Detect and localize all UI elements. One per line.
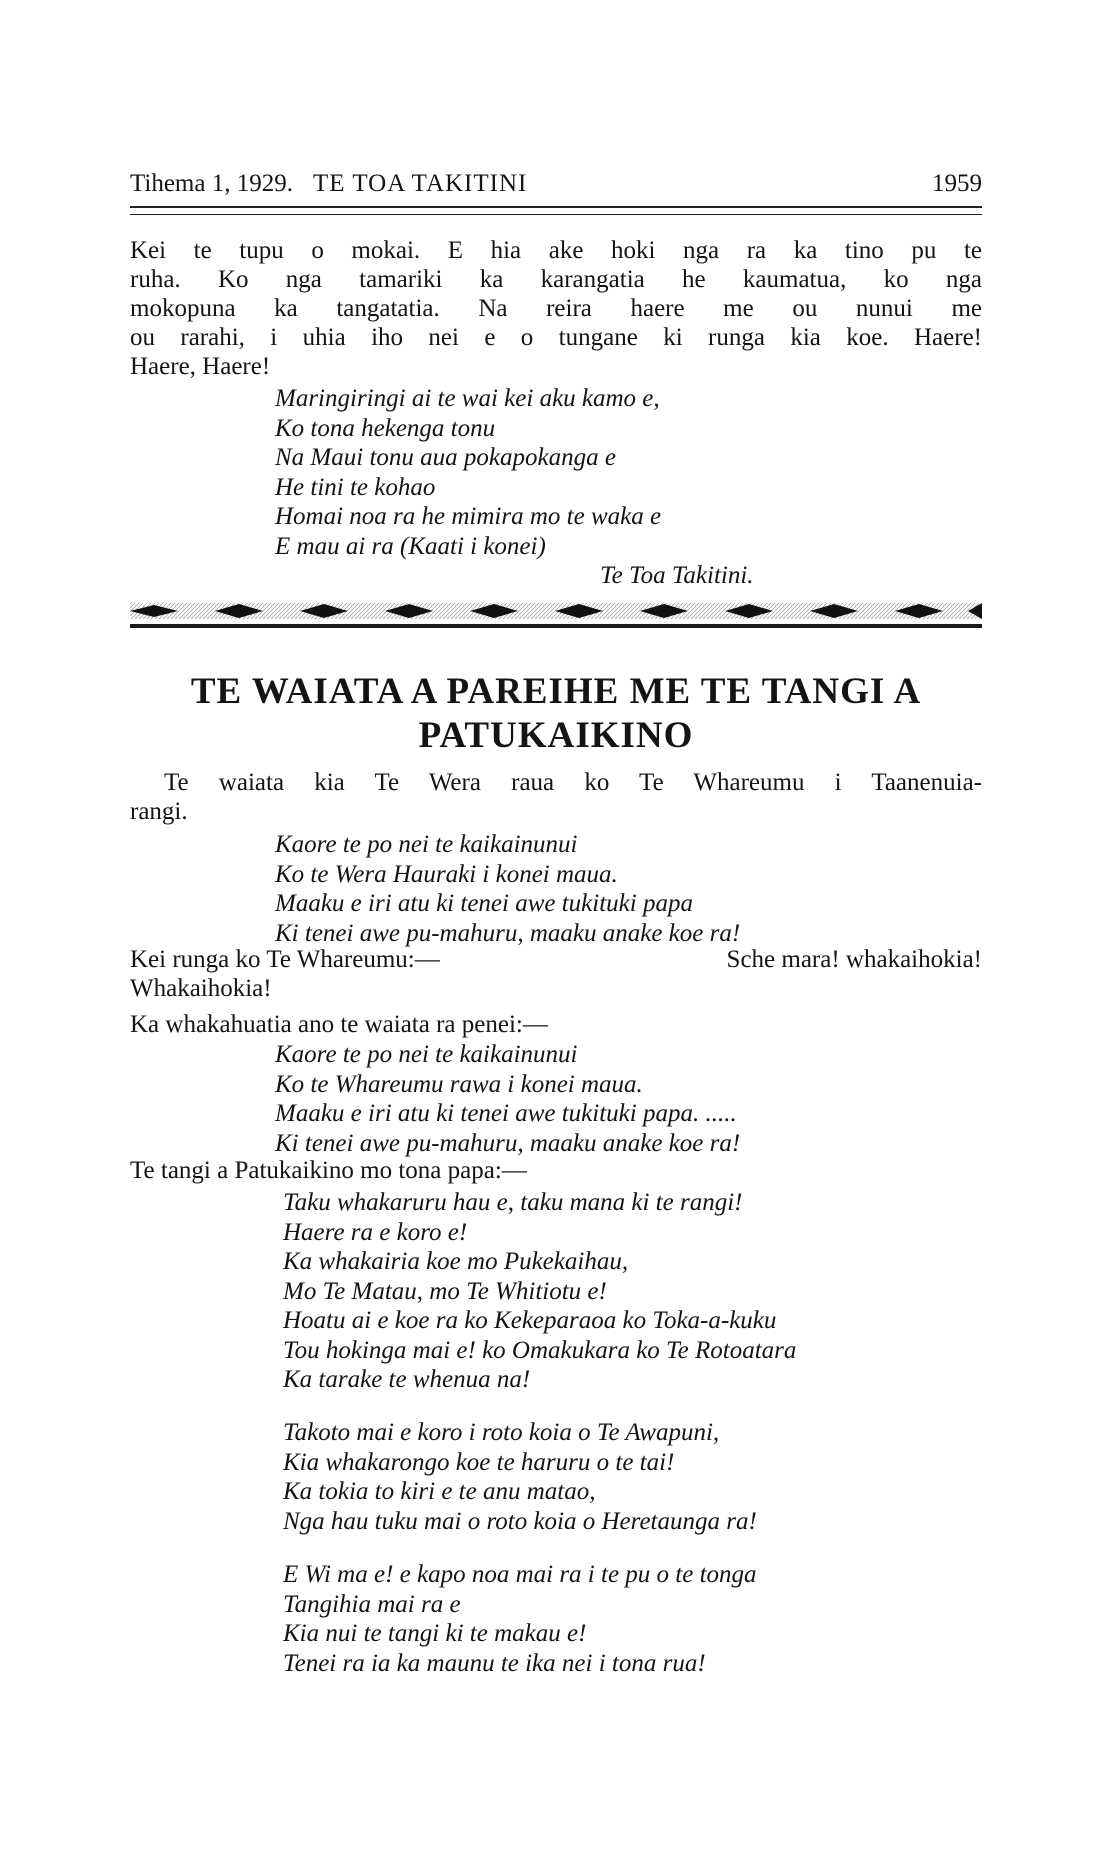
section-intro-line-2: rangi. [130, 798, 188, 825]
verse-line: Mo Te Matau, mo Te Whitiotu e! [283, 1277, 607, 1305]
verse-line: Kia whakarongo koe te haruru o te tai! [283, 1448, 675, 1476]
lament-stanza-one [283, 1188, 796, 1395]
verse-line: Ki tenei awe pu-mahuru, maaku anake koe ra! [275, 919, 741, 947]
verse-line: Ko te Whareumu rawa i konei maua. [275, 1070, 643, 1098]
intro-paragraph [130, 236, 982, 381]
verse-line: Kaore te po nei te kaikainunui [275, 1041, 578, 1068]
verse-line: Ko tona hekenga tonu [275, 414, 496, 442]
verse-line: Maaku e iri atu ki tenei awe tukituki papa. ..... [275, 1100, 737, 1127]
running-header [130, 170, 982, 198]
verse-line: Hoatu ai e koe ra ko Kekeparaoa ko Toka-a-kuku [283, 1307, 777, 1334]
headline-line-2: PATUKAIKINO [418, 715, 694, 756]
verse-line: Nga hau tuku mai o roto koia o Heretaunga ra! [283, 1507, 757, 1535]
lament-stanza-three [283, 1560, 757, 1678]
tangi-intro: Te tangi a Patukaikino mo tona papa:— [130, 1157, 527, 1184]
verse-two [275, 830, 740, 948]
verse-line: He tini te kohao [275, 473, 436, 501]
intro-line-4: ou rarahi, i uhia iho nei e o tungane ki runga kia koe. Haere! [130, 324, 982, 351]
verse-line: Taku whakaruru hau e, taku mana ki te rangi! [283, 1189, 743, 1216]
page-number: 1959 [932, 170, 982, 197]
verse-three [275, 1040, 740, 1158]
verse-line: Ki tenei awe pu-mahuru, maaku anake koe ra! [275, 1129, 741, 1157]
verse-line: Kia nui te tangi ki te makau e! [283, 1620, 587, 1647]
ornament-rule [130, 624, 982, 628]
article-headline [130, 670, 982, 758]
verse-line: Ka tarake te whenua na! [283, 1366, 531, 1393]
verse-line: Haere ra e koro e! [283, 1218, 468, 1246]
verse-line: Ko te Wera Hauraki i konei maua. [275, 860, 618, 888]
verse-line: Ka tokia to kiri e te anu matao, [283, 1478, 596, 1505]
whareumu-line-1 [130, 945, 982, 974]
verse-attribution: Te Toa Takitini. [600, 562, 754, 589]
verse-line: E Wi ma e! e kapo noa mai ra i te pu o te tonga [283, 1561, 757, 1588]
verse-line: Ka whakairia koe mo Pukekaihau, [283, 1248, 629, 1275]
section-intro-line-1: Te waiata kia Te Wera raua ko Te Whareumu i Taanenuia- [164, 769, 982, 796]
verse-line: Maringiringi ai te wai kei aku kamo e, [275, 385, 660, 412]
intro-line-3: mokopuna ka tangatatia. Na reira haere me ou nunui me [130, 295, 982, 322]
whareumu-speaker: Kei runga ko Te Whareumu:— [130, 946, 440, 973]
headline-line-1: TE WAIATA A PAREIHE ME TE TANGI A [190, 671, 922, 712]
intro-line-5: Haere, Haere! [130, 353, 271, 380]
verse-line: Maaku e iri atu ki tenei awe tukituki papa [275, 890, 693, 917]
section-intro [130, 768, 982, 826]
repeat-intro: Ka whakahuatia ano te waiata ra penei:— [130, 1011, 548, 1038]
verse-line: Tenei ra ia ka maunu te ika nei i tona rua! [283, 1649, 706, 1677]
verse-line: Homai noa ra he mimira mo te waka e [275, 503, 662, 530]
verse-line: Tou hokinga mai e! ko Omakukara ko Te Rotoatara [283, 1336, 797, 1364]
first-verse [275, 384, 661, 561]
header-date: Tihema 1, 1929. [130, 170, 293, 197]
header-rule [130, 206, 982, 215]
intro-line-2: ruha. Ko nga tamariki ka karangatia he kaumatua, ko nga [130, 266, 982, 293]
verse-line: E mau ai ra (Kaati i konei) [275, 532, 546, 560]
intro-line-1: Kei te tupu o mokai. E hia ake hoki nga ra ka tino pu te [130, 237, 982, 264]
ornamental-divider [130, 600, 982, 622]
lament-stanza-two [283, 1418, 757, 1536]
whareumu-line-2: Whakaihokia! [130, 975, 272, 1002]
whareumu-speech [130, 945, 982, 1003]
verse-line: Tangihia mai ra e [283, 1590, 461, 1618]
verse-line: Na Maui tonu aua pokapokanga e [275, 444, 616, 471]
whareumu-call: Sche mara! whakaihokia! [726, 946, 982, 973]
verse-line: Kaore te po nei te kaikainunui [275, 831, 578, 858]
verse-line: Takoto mai e koro i roto koia o Te Awapuni, [283, 1419, 720, 1446]
header-journal-title: TE TOA TAKITINI [312, 170, 528, 197]
